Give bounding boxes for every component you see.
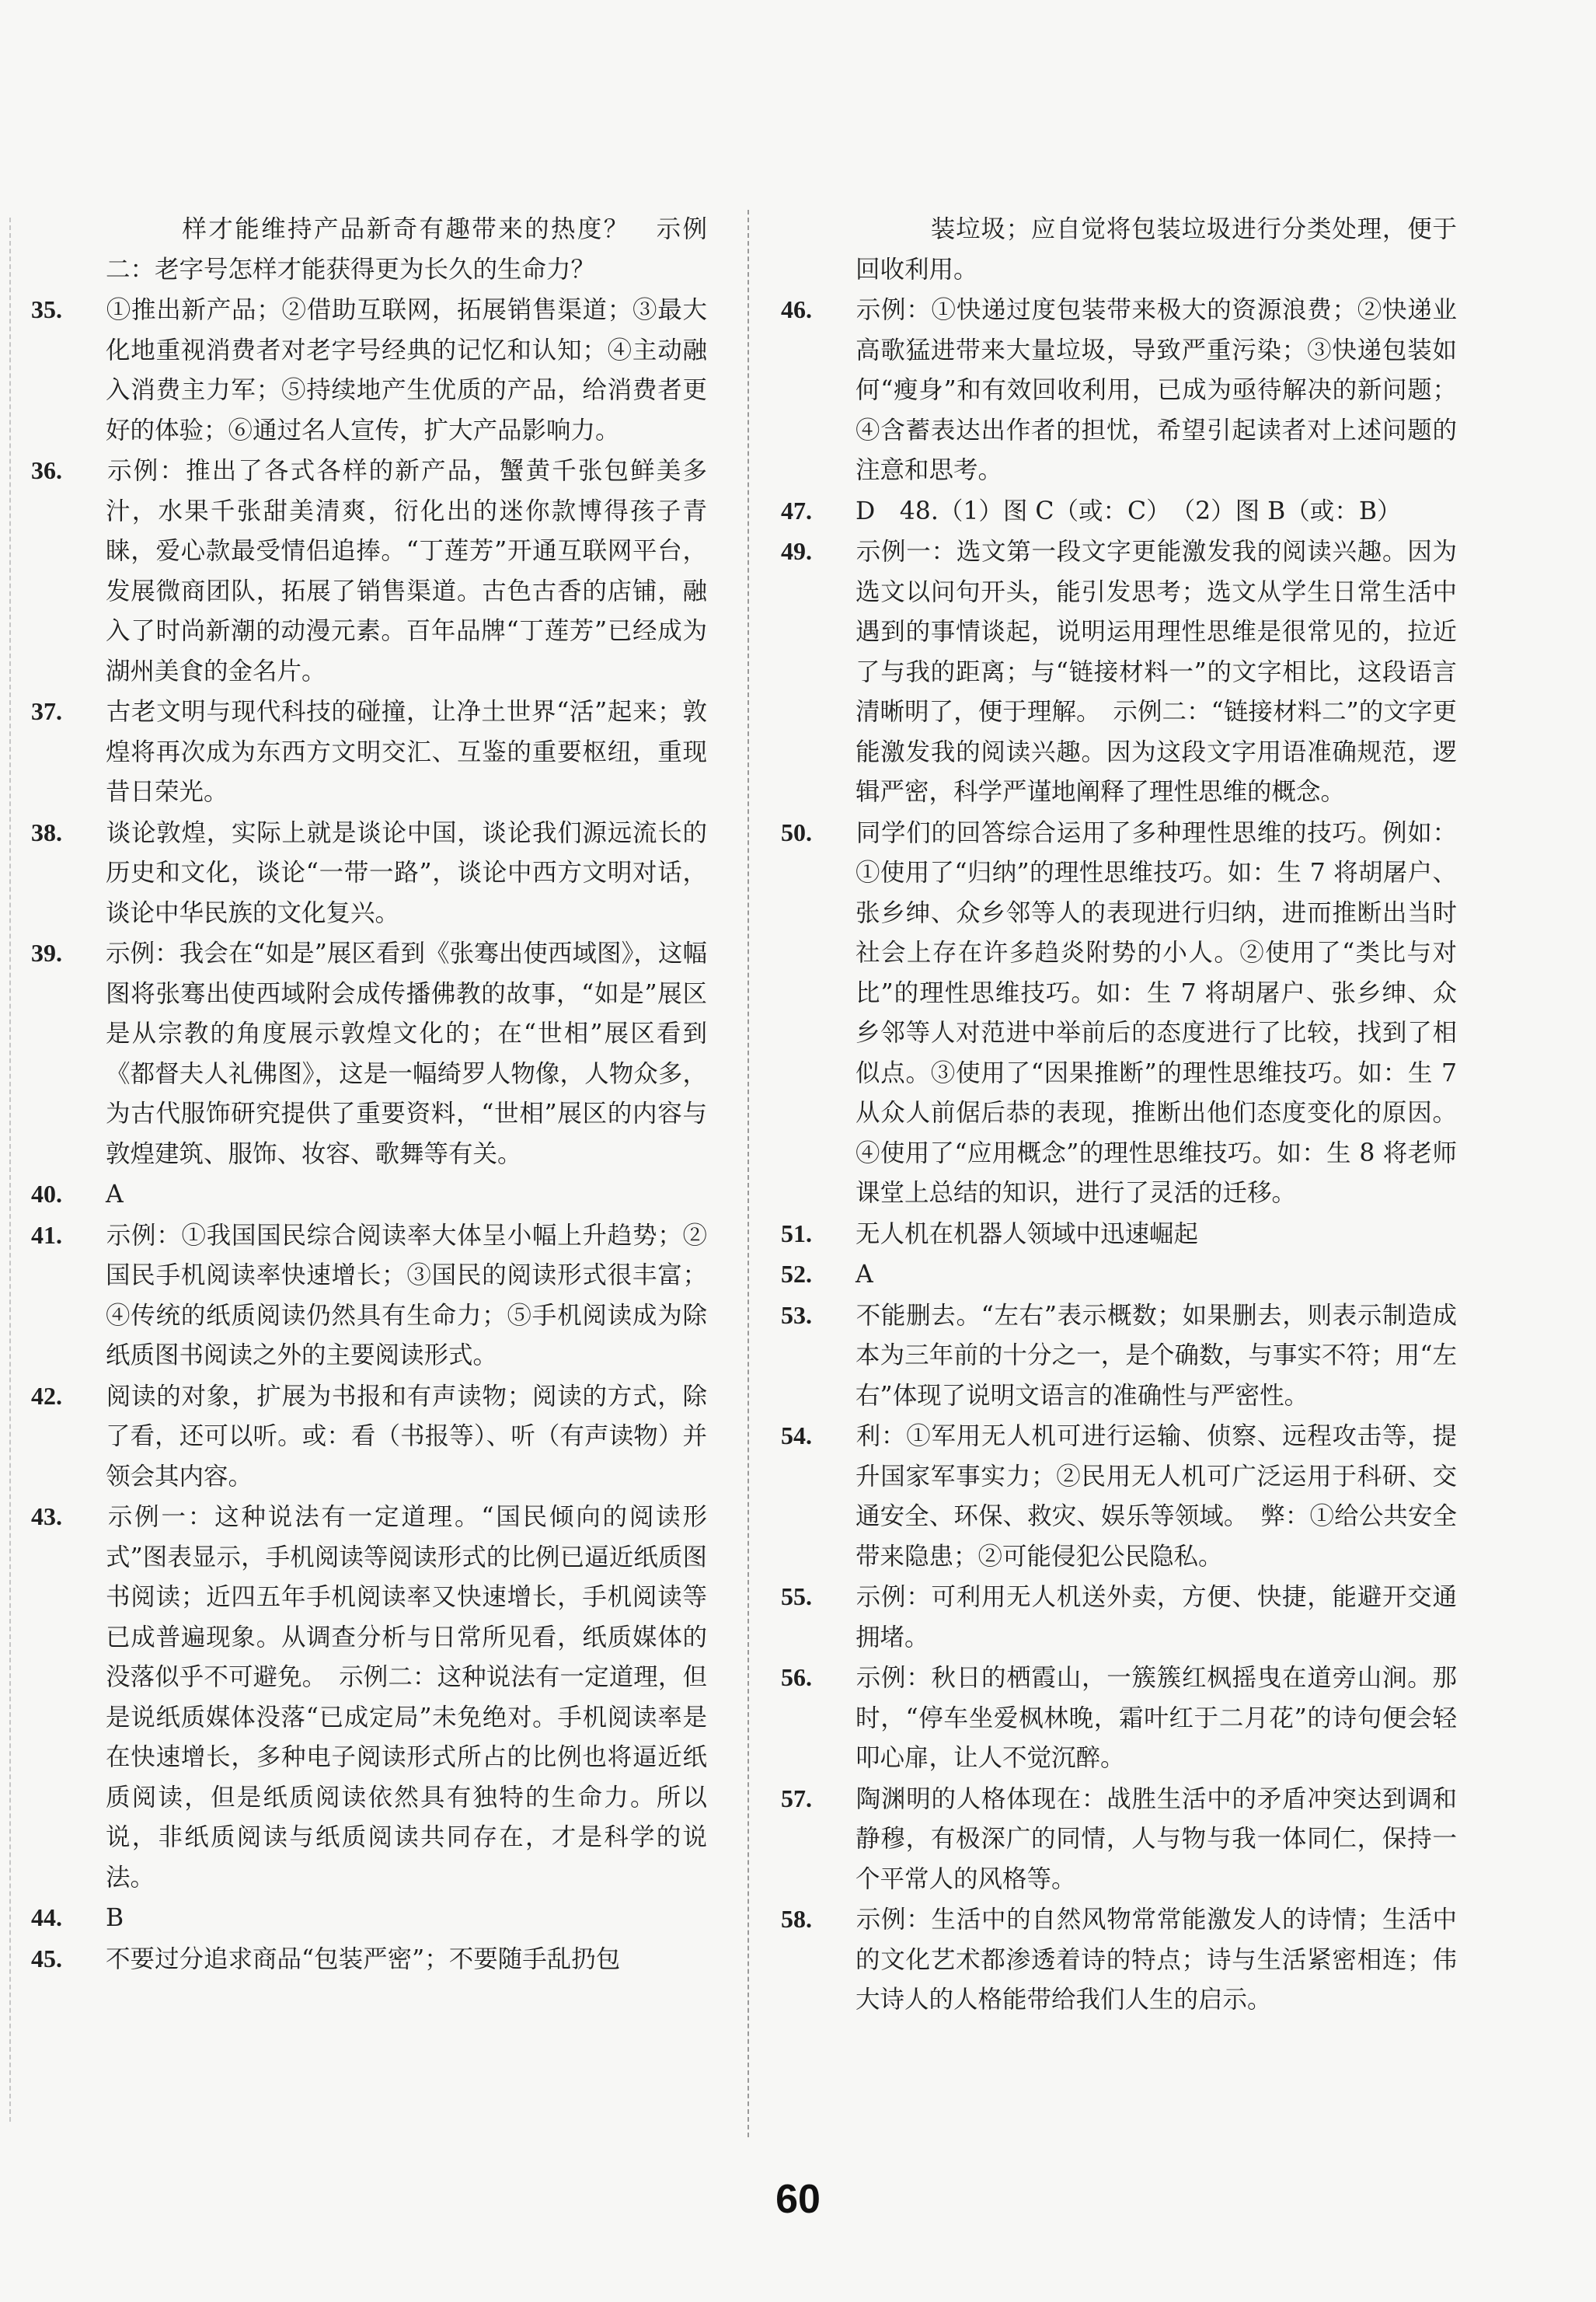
- item-number: 42.: [31, 1381, 62, 1410]
- answer-item: [781, 532, 1457, 813]
- item-text: A: [106, 1181, 124, 1209]
- answer-item: [781, 1296, 1457, 1417]
- item-number: 43.: [31, 1502, 62, 1530]
- item-number: 35.: [31, 295, 62, 323]
- item-number: 38.: [31, 818, 62, 846]
- item-number: 49.: [781, 537, 812, 565]
- item-text: 不能删去。“左右”表示概数；如果删去，则表示制造成本为三年前的十分之一，是个确数，与事实不符；用“左右”体现了说明文语言的准确性与严密性。: [855, 1301, 1457, 1410]
- answer-item: [31, 813, 707, 934]
- item-text: 利：①军用无人机可进行运输、侦察、远程攻击等，提升国家军事实力；②民用无人机可广泛运用于科研、交通安全、环保、救灾、娱乐等领域。 弊：①给公共安全带来隐患；②可能侵犯公民隐私。: [855, 1422, 1457, 1571]
- answer-item: [781, 1779, 1457, 1900]
- item-number: 36.: [31, 456, 62, 484]
- item-number: 41.: [31, 1220, 62, 1249]
- item-number: 47.: [781, 496, 812, 525]
- item-text: 装垃圾；应自觉将包装垃圾进行分类处理，便于回收利用。: [855, 215, 1457, 284]
- right-column: [781, 210, 1457, 2021]
- item-number: 40.: [31, 1180, 62, 1208]
- item-number: 45.: [31, 1944, 62, 1972]
- answer-item: [31, 1216, 707, 1376]
- answer-item: [31, 1497, 707, 1898]
- answer-item: [31, 1174, 707, 1216]
- item-number: 56.: [781, 1663, 812, 1691]
- answer-item: [781, 491, 1457, 532]
- item-text: 示例：①快递过度包装带来极大的资源浪费；②快递业高歌猛进带来大量垃圾，导致严重污染；③快递包装如何“瘦身”和有效回收利用，已成为亟待解决的新问题；④含蓄表达出作者的担忧，希望引起读者对上述问题的注意和思考。: [855, 296, 1457, 484]
- answer-item: [31, 1898, 707, 1939]
- item-text: 示例：①我国国民综合阅读率大体呈小幅上升趋势；②国民手机阅读率快速增长；③国民的阅读形式很丰富；④传统的纸质阅读仍然具有生命力；⑤手机阅读成为除纸质图书阅读之外的主要阅读形式。: [106, 1221, 707, 1369]
- item-text: 示例：可利用无人机送外卖，方便、快捷，能避开交通拥堵。: [855, 1583, 1457, 1652]
- item-text: 无人机在机器人领域中迅速崛起: [855, 1219, 1199, 1248]
- item-text: 谈论敦煌，实际上就是谈论中国，谈论我们源远流长的历史和文化，谈论“一带一路”，谈论中西方文明对话，谈论中华民族的文化复兴。: [106, 818, 707, 927]
- item-text: 示例：推出了各式各样的新产品，蟹黄千张包鲜美多汁，水果千张甜美清爽，衍化出的迷你款博得孩子青睐，爱心款最受情侣追捧。“丁莲芳”开通互联网平台，发展微商团队，拓展了销售渠道。古色古香的店铺，融入了时尚新潮的动漫元素。百年品牌“丁莲芳”已经成为湖州美食的金名片。: [106, 457, 707, 685]
- item-number: 53.: [781, 1300, 812, 1329]
- item-text: B: [106, 1904, 124, 1932]
- item-number: 55.: [781, 1582, 812, 1610]
- item-number: 54.: [781, 1421, 812, 1449]
- item-text: A: [855, 1261, 873, 1289]
- item-number: 52.: [781, 1260, 812, 1288]
- item-text: 陶渊明的人格体现在：战胜生活中的矛盾冲突达到调和静穆，有极深广的同情，人与物与我一体同仁，保持一个平常人的风格等。: [855, 1784, 1457, 1893]
- item-number: 46.: [781, 295, 812, 323]
- item-text: 古老文明与现代科技的碰撞，让净土世界“活”起来；敦煌将再次成为东西方文明交汇、互鉴的重要枢纽，重现昔日荣光。: [106, 698, 707, 806]
- item-number: 57.: [781, 1784, 812, 1812]
- item-text: 示例：生活中的自然风物常常能激发人的诗情；生活中的文化艺术都渗透着诗的特点；诗与生活紧密相连；伟大诗人的人格能带给我们人生的启示。: [855, 1906, 1457, 2014]
- answer-item: [31, 1939, 707, 1980]
- item-number: 58.: [781, 1905, 812, 1933]
- answer-item: [781, 1899, 1457, 2021]
- answer-item: [31, 210, 707, 290]
- item-text: 不要过分追求商品“包装严密”；不要随手乱扔包: [106, 1944, 621, 1973]
- item-text: ①推出新产品；②借助互联网，拓展销售渠道；③最大化地重视消费者对老字号经典的记忆和认知；④主动融入消费主力军；⑤持续地产生优质的产品，给消费者更好的体验；⑥通过名人宣传，扩大产品影响力。: [106, 296, 707, 445]
- item-text: D 48.（1）图 C（或：C） （2）图 B（或：B）: [855, 497, 1402, 525]
- item-number: 44.: [31, 1903, 62, 1931]
- answer-item: [31, 692, 707, 813]
- item-text: 示例：我会在“如是”展区看到《张骞出使西域图》，这幅图将张骞出使西域附会成传播佛教的故事，“如是”展区是从宗教的角度展示敦煌文化的；在“世相”展区看到《都督夫人礼佛图》，这是一幅绮罗人物像，人物众多，为古代服饰研究提供了重要资料，“世相”展区的内容与敦煌建筑、服饰、妆容、歌舞等有关。: [106, 940, 707, 1168]
- column-divider: [747, 210, 749, 2137]
- answer-item: [781, 1416, 1457, 1577]
- item-number: 39.: [31, 939, 62, 967]
- item-number: 50.: [781, 818, 812, 846]
- answer-item: [781, 1577, 1457, 1658]
- answer-item: [781, 813, 1457, 1214]
- item-text: 示例一：选文第一段文字更能激发我的阅读兴趣。因为选文以问句开头，能引发思考；选文从学生日常生活中遇到的事情谈起，说明运用理性思维是很常见的，拉近了与我的距离；与“链接材料一”的文字相比，这段语言清晰明了，便于理解。 示例二：“链接材料二”的文字更能激发我的阅读兴趣。因为这段文字用语准确规范，逻辑严密，科学严谨地阐释了理性思维的概念。: [855, 538, 1457, 806]
- item-number: 51.: [781, 1219, 812, 1247]
- answer-item: [781, 210, 1457, 290]
- answer-item: [31, 451, 707, 692]
- margin-guide-line: [9, 218, 11, 2122]
- item-text: 阅读的对象，扩展为书报和有声读物；阅读的方式，除了看，还可以听。或：看（书报等）、听（有声读物）并领会其内容。: [106, 1382, 707, 1491]
- answer-item: [31, 290, 707, 451]
- answer-item: [31, 933, 707, 1174]
- answer-item: [781, 1214, 1457, 1255]
- answer-item: [781, 290, 1457, 491]
- item-text: 样才能维持产品新奇有趣带来的热度？ 示例二：老字号怎样才能获得更为长久的生命力？: [106, 215, 707, 284]
- item-text: 示例：秋日的栖霞山，一簇簇红枫摇曳在道旁山涧。那时，“停车坐爱枫林晚，霜叶红于二月花”的诗句便会轻叩心扉，让人不觉沉醉。: [855, 1664, 1457, 1772]
- item-text: 同学们的回答综合运用了多种理性思维的技巧。例如：①使用了“归纳”的理性思维技巧。如：生 7 将胡屠户、张乡绅、众乡邻等人的表现进行归纳，进而推断出当时社会上存在许多趋炎附势的小人。②使用了“类比与对比”的理性思维技巧。如：生 7 将胡屠户、张乡绅、众乡邻等人对范进中举前后的态度进行了比较，找到了相似点。③使用了“因果推断”的理性思维技巧。如：生 7 从众人前倨后恭的表现，推断出他们态度变化的原因。④使用了“应用概念”的理性思维技巧。如：生 8 将老师课堂上总结的知识，进行了灵活的迁移。: [855, 818, 1457, 1207]
- left-column: [31, 210, 707, 1979]
- answer-item: [31, 1376, 707, 1498]
- answer-item: [781, 1254, 1457, 1296]
- item-text: 示例一：这种说法有一定道理。“国民倾向的阅读形式”图表显示，手机阅读等阅读形式的比例已逼近纸质图书阅读；近四五年手机阅读率又快速增长，手机阅读等已成普遍现象。从调查分析与日常所见看，纸质媒体的没落似乎不可避免。 示例二：这种说法有一定道理，但是说纸质媒体没落“已成定局”未免绝对。手机阅读率是在快速增长，多种电子阅读形式所占的比例也将逼近纸质阅读，但是纸质阅读依然具有独特的生命力。所以说，非纸质阅读与纸质阅读共同存在，才是科学的说法。: [106, 1503, 707, 1892]
- item-number: 37.: [31, 697, 62, 725]
- answer-item: [781, 1658, 1457, 1779]
- page-number: 60: [775, 2177, 821, 2222]
